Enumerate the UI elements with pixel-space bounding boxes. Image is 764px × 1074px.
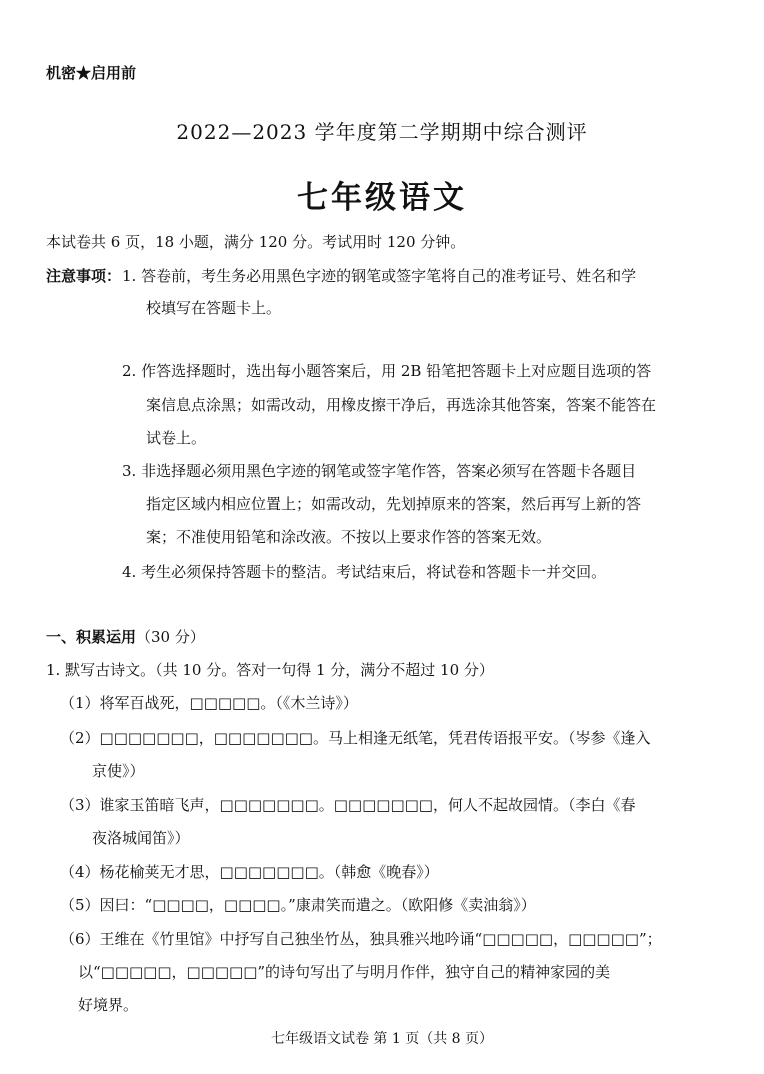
note-1-line-1: 1. 答卷前，考生务必用黑色字迹的钢笔或签字笔将自己的准考证号、姓名和学 <box>122 267 637 285</box>
question-1-stem: 1. 默写古诗文。（共 10 分。答对一句得 1 分，满分不超过 10 分） <box>46 661 494 679</box>
section-1-title: 一、积累运用 <box>46 628 137 646</box>
q1-item-6-line-2: 以“□□□□□，□□□□□”的诗句写出了与明月作伴，独守自己的精神家园的美 <box>78 963 611 981</box>
q1-item-2-line-2: 京使》） <box>92 762 145 780</box>
exam-intro: 本试卷共 6 页，18 小题，满分 120 分。考试用时 120 分钟。 <box>46 233 466 251</box>
note-3-line-3: 案；不准使用铅笔和涂改液。不按以上要求作答的答案无效。 <box>146 528 552 546</box>
note-3-line-1: 3. 非选择题必须用黑色字迹的钢笔或签字笔作答，答案必须写在答题卡各题目 <box>122 462 637 480</box>
q1-item-5: （5）因曰：“□□□□，□□□□。”康肃笑而遣之。（欧阳修《卖油翁》） <box>60 896 536 914</box>
q1-item-1: （1）将军百战死，□□□□□。（《木兰诗》） <box>60 694 358 712</box>
section-1-heading <box>46 627 205 647</box>
page-footer: 七年级语文试卷 第 1 页（共 8 页） <box>270 1031 494 1047</box>
note-2-line-3: 试卷上。 <box>146 429 207 447</box>
confidential-label: 机密★启用前 <box>46 64 137 82</box>
q1-item-3-line-2: 夜洛城闻笛》） <box>92 829 190 847</box>
section-1-score: （30 分） <box>136 628 205 646</box>
note-2-line-2: 案信息点涂黑；如需改动，用橡皮擦干净后，再选涂其他答案，答案不能答在 <box>146 396 657 414</box>
notes-label: 注意事项： <box>46 267 122 285</box>
subject-title: 七年级语文 <box>297 180 467 216</box>
exam-term-title: 2022—2023 学年度第二学期期中综合测评 <box>176 120 588 144</box>
note-3-line-2: 指定区域内相应位置上；如需改动，先划掉原来的答案，然后再写上新的答 <box>146 495 642 513</box>
q1-item-2-line-1: （2）□□□□□□□，□□□□□□□。马上相逢无纸笔，凭君传语报平安。（岑参《逢入 <box>60 729 651 747</box>
note-1-line-2: 校填写在答题卡上。 <box>146 299 282 317</box>
q1-item-3-line-1: （3）谁家玉笛暗飞声，□□□□□□□。□□□□□□□，何人不起故园情。（李白《春 <box>60 796 636 814</box>
note-2-line-1: 2. 作答选择题时，选出每小题答案后，用 2B 铅笔把答题卡上对应题目选项的答 <box>122 362 652 380</box>
note-4-line-1: 4. 考生必须保持答题卡的整洁。考试结束后，将试卷和答题卡一并交回。 <box>122 563 607 581</box>
q1-item-6-line-3: 好境界。 <box>78 996 139 1014</box>
q1-item-6-line-1: （6）王维在《竹里馆》中抒写自己独坐竹丛，独具雅兴地吟诵“□□□□□，□□□□□”； <box>60 930 662 948</box>
q1-item-4: （4）杨花榆荚无才思，□□□□□□□。（韩愈《晚春》） <box>60 863 439 881</box>
